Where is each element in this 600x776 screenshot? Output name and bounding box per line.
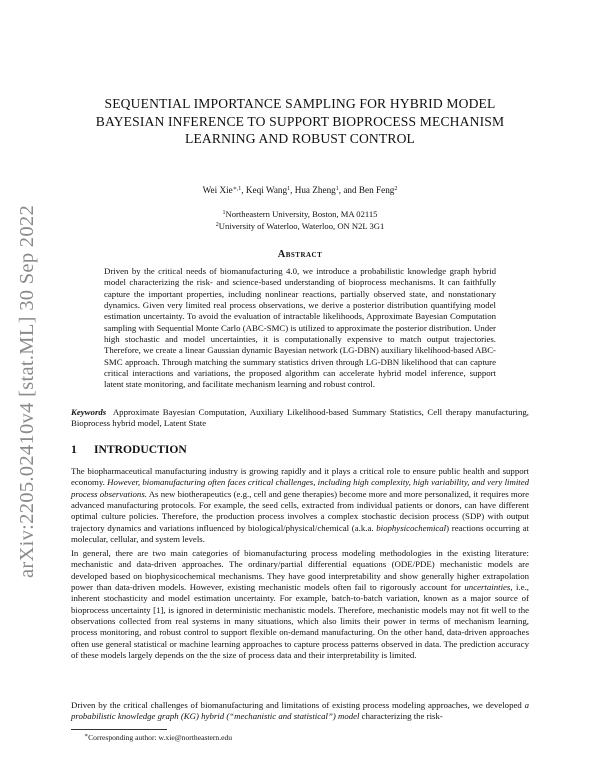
emphasis-text: However, biomanufacturing often faces critical challenges, including high complexity, high variability, and very limited process observations.	[71, 477, 530, 499]
arxiv-identifier-stamp[interactable]: arXiv:2205.02410v4 [stat.ML] 30 Sep 2022	[16, 205, 38, 578]
affiliation: $^2$University of Waterloo, Waterloo, ON N2L 3G1	[215, 220, 385, 231]
keywords-text: Approximate Bayesian Computation, Auxiliary Likelihood-based Summary Statistics, Cell therapy manufacturing, Bioprocess hybrid model, Latent State	[71, 407, 529, 429]
paper-title: SEQUENTIAL IMPORTANCE SAMPLING FOR HYBRID MODEL BAYESIAN INFERENCE TO SUPPORT BIOPROCESS MECHANISM LEARNING AND ROBUST CONTROL	[95, 96, 505, 146]
intro-paragraph-2	[71, 548, 529, 661]
footnote-email[interactable]: Corresponding author: w.xie@northeastern.edu	[88, 733, 233, 742]
body-text: In general, there are two main categories of biomanufacturing process modeling methodologies in the existing literature: mechanistic and data-driven approaches. The ordinary/partial differential equations (ODE/PDE) mechanistic models are developed based on biophysicochemical mechanisms. They have good interpretability and show generally higher extrapolation power than data-driven models. However, existing mechanistic models often fail to rigorously account for	[71, 548, 529, 593]
abstract-heading: Abstract	[277, 249, 323, 260]
author-list: Wei Xie$^{∗,1}$, Keqi Wang$^1$, Hua Zheng$^1$, and Ben Feng$^2$	[202, 185, 398, 195]
author: Hua Zheng$^1$	[294, 185, 339, 195]
affiliations	[70, 208, 530, 231]
body-text: As new biotherapeutics (e.g., cell and gene therapies) become more and more personalized, it requires more advanced manufacturing protocols. For example, the seed cells, extracted from individual patients or donors, can have different optimal culture policies. Therefore, the production process involves a complex stochastic decision process (SDP) with output trajectory dynamics and variations influenced by biological/physical/chemical (a.k.a.	[71, 488, 529, 533]
section-title: INTRODUCTION	[94, 443, 187, 456]
keywords	[71, 407, 529, 430]
author: Wei Xie$^{∗,1}$	[202, 185, 242, 195]
body-text: The biopharmaceutical manufacturing industry is growing rapidly and it plays a critical role to ensure public health and support economy.	[71, 466, 529, 488]
author: Keqi Wang$^1$	[245, 185, 291, 195]
section-heading	[71, 443, 187, 456]
intro-paragraph-3	[71, 700, 529, 723]
emphasis-text: a probabilistic knowledge graph (KG) hybrid (“mechanistic and statistical”) model	[71, 700, 529, 722]
keywords-label: Keywords	[71, 407, 107, 417]
footnote: ∗Corresponding author: w.xie@northeastern.edu	[84, 733, 233, 742]
abstract-body: Driven by the critical needs of biomanufacturing 4.0, we introduce a probabilistic knowledge graph hybrid model characterizing the risk- and science-based understanding of bioprocess mechanisms. It can faithfully capture the important properties, including nonlinear reactions, partially observed state, and nonstationary dynamics. Given very limited real process observations, we derive a posterior distribution quantifying model estimation uncertainty. To avoid the evaluation of intractable likelihoods, Approximate Bayesian Computation sampling with Sequential Monte Carlo (ABC-SMC) is utilized to approximate the posterior distribution. Under high stochastic and model uncertainties, it is computationally expensive to match output trajectories. Therefore, we create a linear Gaussian dynamic Bayesian network (LG-DBN) auxiliary likelihood-based ABC-SMC approach. Through matching the summary statistics driven through LG-DBN likelihood that can capture critical interactions and variations, the proposed algorithm can accelerate hybrid model inference, support latent state monitoring, and facilitate mechanism learning and robust control.	[104, 266, 496, 390]
body-text: ) reactions occurring at molecular, cellular, and system levels.	[71, 522, 529, 545]
author: Ben Feng$^2$	[358, 185, 398, 195]
body-text: characterizing the risk-	[359, 711, 443, 722]
section-number: 1	[71, 443, 77, 456]
emphasis-text: biophysicochemical	[376, 522, 447, 533]
body-text: , i.e., inherent stochasticity and model estimation uncertainty. For example, batch-to-batch variation, known as a major source of bioprocess uncertainty [1], is ignored in deterministic mechanistic models. Therefore, mechanistic models may not fit well to the observations collected from real systems in many situations, which also limits their power in terms of mechanism learning, process monitoring, and robust control to support flexible on-demand manufacturing. On the other hand, data-driven approaches often use general statistical or machine learning approaches to capture process patterns observed in data. The prediction accuracy of these models largely depends on the the size of process data and their interpretability is limited.	[71, 582, 529, 661]
footnote-rule	[71, 729, 167, 730]
emphasis-text: uncertainties	[464, 582, 511, 593]
body-text: Driven by the critical challenges of biomanufacturing and limitations of existing process modeling approaches, we developed	[71, 700, 525, 710]
affiliation: $^1$Northeastern University, Boston, MA 02115	[222, 209, 378, 219]
intro-paragraph-1	[71, 466, 529, 545]
